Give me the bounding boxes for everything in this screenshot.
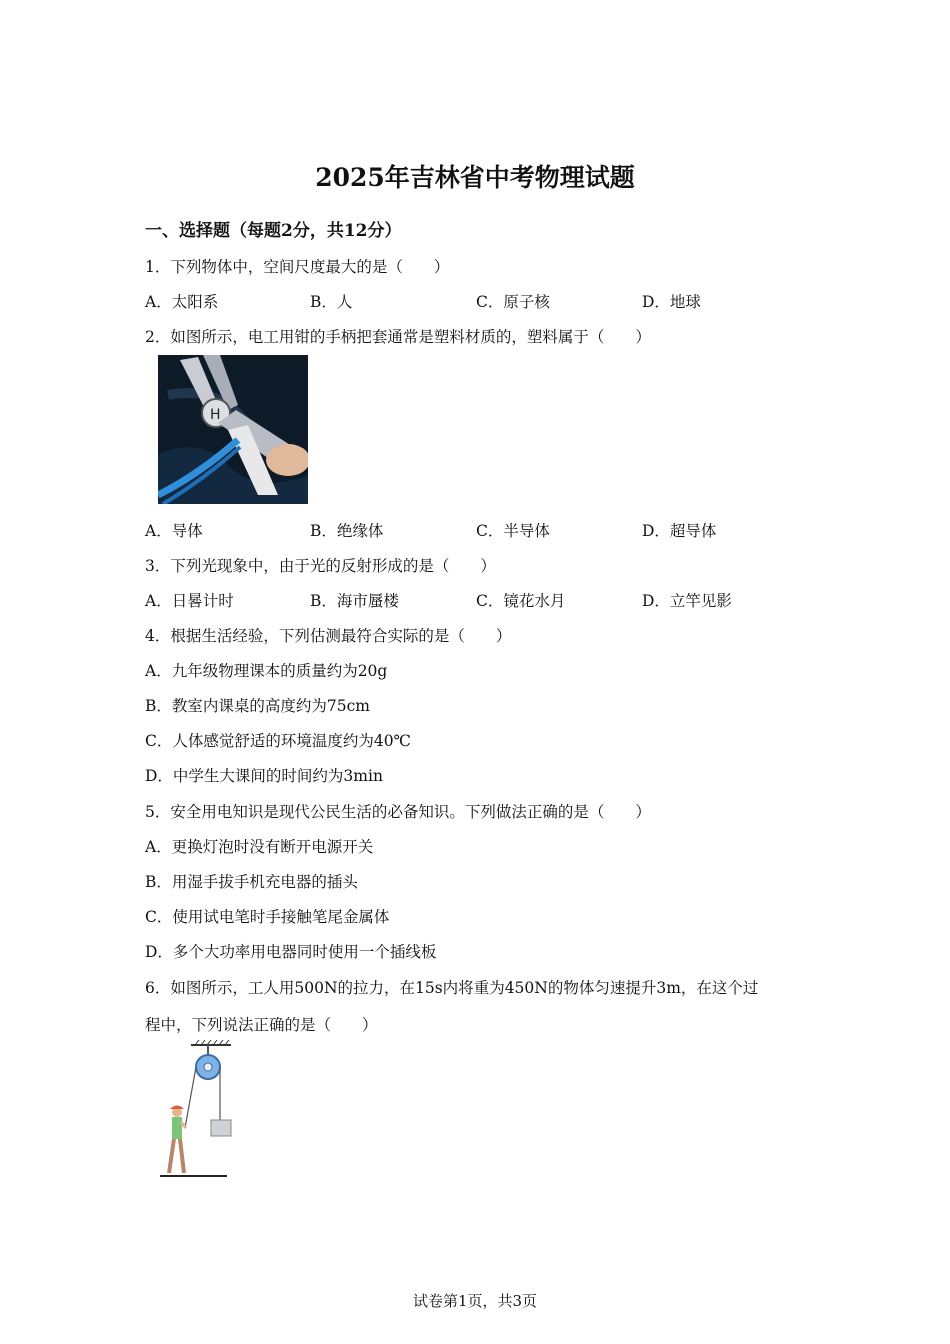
q1-option-d: D．地球 [642, 293, 701, 311]
q3-option-d: D．立竿见影 [642, 592, 732, 610]
pliers-image [158, 355, 308, 504]
q4-option-d: D．中学生大课间的时间约为3min [145, 767, 383, 785]
q1-option-a: A．太阳系 [145, 293, 219, 311]
question-3-stem: 3．下列光现象中，由于光的反射形成的是（ ） [145, 557, 496, 575]
q3-option-c: C．镜花水月 [476, 592, 566, 610]
question-2-stem: 2．如图所示，电工用钳的手柄把套通常是塑料材质的，塑料属于（ ） [145, 328, 651, 346]
q3-option-a: A．日晷计时 [145, 592, 234, 610]
q1-option-b: B．人 [310, 293, 353, 311]
section-heading: 一、选择题（每题2分，共12分） [145, 221, 402, 241]
question-1-stem: 1．下列物体中，空间尺度最大的是（ ） [145, 258, 450, 276]
q3-option-b: B．海市蜃楼 [310, 592, 399, 610]
q5-option-b: B．用湿手拔手机充电器的插头 [145, 873, 358, 891]
page-title: 2025年吉林省中考物理试题 [315, 163, 635, 192]
q4-option-c: C．人体感觉舒适的环境温度约为40℃ [145, 732, 411, 750]
svg-text:H: H [210, 407, 221, 423]
q5-option-d: D．多个大功率用电器同时使用一个插线板 [145, 943, 437, 961]
q4-option-a: A．九年级物理课本的质量约为20g [145, 662, 388, 680]
q5-option-c: C．使用试电笔时手接触笔尾金属体 [145, 908, 390, 926]
q2-option-b: B．绝缘体 [310, 522, 384, 540]
q2-option-d: D．超导体 [642, 522, 717, 540]
pulley-diagram [155, 1040, 240, 1180]
question-5-stem: 5．安全用电知识是现代公民生活的必备知识。下列做法正确的是（ ） [145, 803, 651, 821]
q5-option-a: A．更换灯泡时没有断开电源开关 [145, 838, 374, 856]
q1-option-c: C．原子核 [476, 293, 550, 311]
page-footer: 试卷第1页，共3页 [412, 1292, 538, 1310]
question-6-stem-line2: 程中，下列说法正确的是（ ） [145, 1016, 378, 1034]
question-6-stem-line1: 6．如图所示，工人用500N的拉力，在15s内将重为450N的物体匀速提升3m，在这个过 [145, 979, 759, 997]
q4-option-b: B．教室内课桌的高度约为75cm [145, 697, 370, 715]
question-4-stem: 4．根据生活经验，下列估测最符合实际的是（ ） [145, 627, 512, 645]
q2-option-c: C．半导体 [476, 522, 550, 540]
q2-option-a: A．导体 [145, 522, 203, 540]
